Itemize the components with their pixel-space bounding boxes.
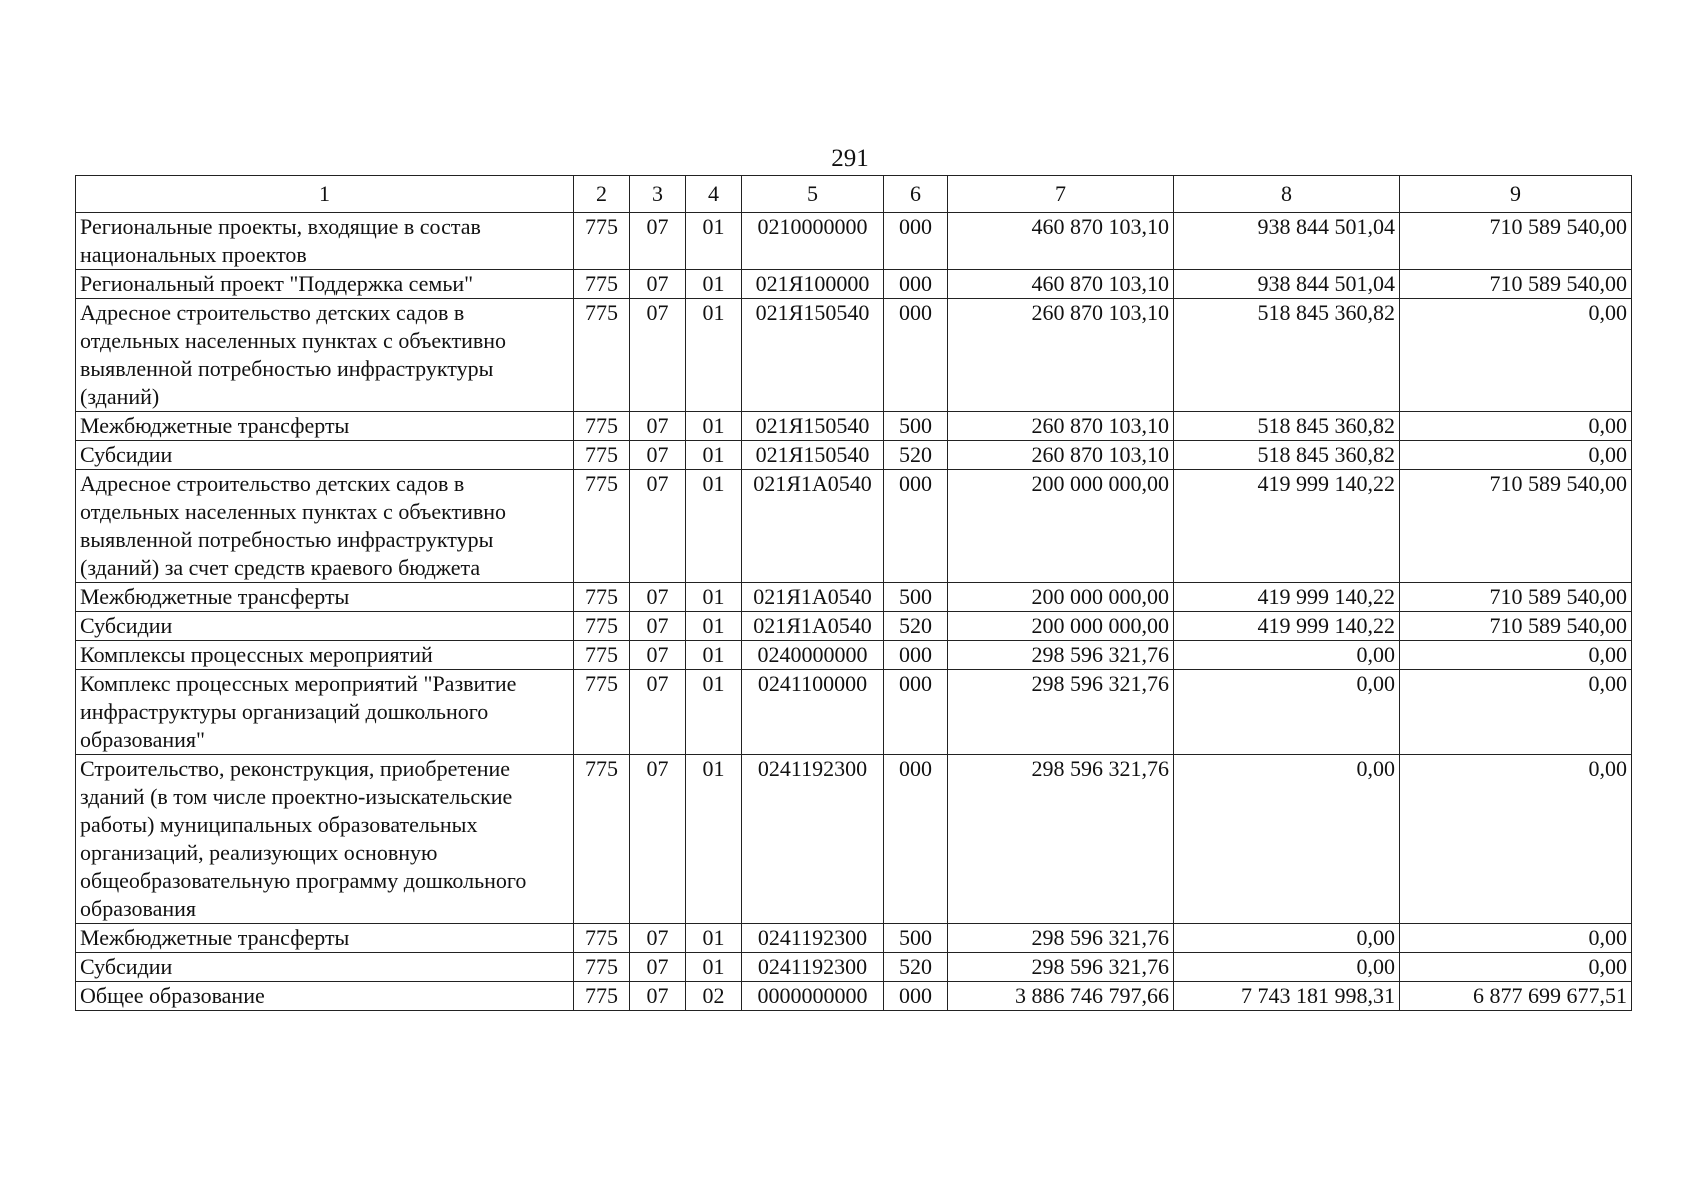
row-target-article: 0241100000 (742, 670, 884, 755)
row-amount-col8: 419 999 140,22 (1174, 583, 1400, 612)
row-section: 07 (630, 441, 686, 470)
row-amount-col7: 200 000 000,00 (948, 612, 1174, 641)
row-amount-col7: 298 596 321,76 (948, 953, 1174, 982)
row-amount-col7: 460 870 103,10 (948, 270, 1174, 299)
row-amount-col7: 298 596 321,76 (948, 670, 1174, 755)
row-subsection: 01 (686, 470, 742, 583)
row-target-article: 021Я1А0540 (742, 583, 884, 612)
row-expense-type: 000 (884, 670, 948, 755)
row-target-article: 021Я150540 (742, 441, 884, 470)
row-amount-col7: 260 870 103,10 (948, 412, 1174, 441)
row-subsection: 01 (686, 612, 742, 641)
table-row (76, 982, 1632, 1011)
table-row (76, 755, 1632, 924)
table-body (76, 213, 1632, 1011)
row-name: Субсидии (76, 441, 574, 470)
row-expense-type: 000 (884, 270, 948, 299)
row-target-article: 0241192300 (742, 924, 884, 953)
row-admin-code: 775 (574, 924, 630, 953)
row-name: Комплексы процессных мероприятий (76, 641, 574, 670)
row-amount-col8: 0,00 (1174, 953, 1400, 982)
row-section: 07 (630, 982, 686, 1011)
row-amount-col7: 3 886 746 797,66 (948, 982, 1174, 1011)
row-amount-col9: 710 589 540,00 (1400, 213, 1632, 270)
row-section: 07 (630, 924, 686, 953)
row-amount-col9: 6 877 699 677,51 (1400, 982, 1632, 1011)
row-expense-type: 000 (884, 641, 948, 670)
row-admin-code: 775 (574, 470, 630, 583)
row-name: Субсидии (76, 953, 574, 982)
row-amount-col7: 460 870 103,10 (948, 213, 1174, 270)
row-name: Комплекс процессных мероприятий "Развитие инфраструктуры организаций дошкольного образования" (76, 670, 574, 755)
row-subsection: 01 (686, 953, 742, 982)
row-admin-code: 775 (574, 441, 630, 470)
row-subsection: 01 (686, 670, 742, 755)
row-target-article: 0240000000 (742, 641, 884, 670)
row-amount-col8: 0,00 (1174, 755, 1400, 924)
row-target-article: 0241192300 (742, 953, 884, 982)
table-row (76, 612, 1632, 641)
row-target-article: 021Я100000 (742, 270, 884, 299)
row-admin-code: 775 (574, 299, 630, 412)
row-amount-col7: 298 596 321,76 (948, 641, 1174, 670)
column-header-2: 2 (574, 176, 630, 213)
row-subsection: 01 (686, 924, 742, 953)
row-admin-code: 775 (574, 982, 630, 1011)
row-name: Межбюджетные трансферты (76, 412, 574, 441)
row-amount-col9: 710 589 540,00 (1400, 612, 1632, 641)
row-amount-col8: 419 999 140,22 (1174, 470, 1400, 583)
row-amount-col9: 710 589 540,00 (1400, 470, 1632, 583)
table-row (76, 270, 1632, 299)
row-amount-col9: 0,00 (1400, 641, 1632, 670)
row-amount-col8: 0,00 (1174, 670, 1400, 755)
row-admin-code: 775 (574, 213, 630, 270)
row-subsection: 01 (686, 270, 742, 299)
row-amount-col7: 298 596 321,76 (948, 924, 1174, 953)
row-expense-type: 520 (884, 612, 948, 641)
row-name: Межбюджетные трансферты (76, 583, 574, 612)
table-row (76, 213, 1632, 270)
row-section: 07 (630, 270, 686, 299)
row-section: 07 (630, 612, 686, 641)
row-admin-code: 775 (574, 953, 630, 982)
row-amount-col9: 0,00 (1400, 755, 1632, 924)
row-expense-type: 000 (884, 299, 948, 412)
row-expense-type: 000 (884, 470, 948, 583)
row-name: Строительство, реконструкция, приобретение зданий (в том числе проектно-изыскательские работы) муниципальных образовательных организаций, реализующих основную общеобразовательную программу дошкольного образования (76, 755, 574, 924)
row-admin-code: 775 (574, 612, 630, 641)
row-section: 07 (630, 412, 686, 441)
table-row (76, 641, 1632, 670)
column-header-4: 4 (686, 176, 742, 213)
row-section: 07 (630, 670, 686, 755)
row-amount-col8: 518 845 360,82 (1174, 412, 1400, 441)
row-amount-col8: 7 743 181 998,31 (1174, 982, 1400, 1011)
column-header-8: 8 (1174, 176, 1400, 213)
row-subsection: 01 (686, 412, 742, 441)
row-target-article: 021Я1А0540 (742, 470, 884, 583)
row-section: 07 (630, 755, 686, 924)
row-amount-col8: 938 844 501,04 (1174, 213, 1400, 270)
row-name: Адресное строительство детских садов в отдельных населенных пунктах с объективно выявленной потребностью инфраструктуры (зданий) (76, 299, 574, 412)
row-name: Региональный проект "Поддержка семьи" (76, 270, 574, 299)
table-row (76, 470, 1632, 583)
row-section: 07 (630, 470, 686, 583)
row-admin-code: 775 (574, 270, 630, 299)
row-subsection: 01 (686, 213, 742, 270)
header-row (76, 176, 1632, 213)
row-name: Общее образование (76, 982, 574, 1011)
row-name: Межбюджетные трансферты (76, 924, 574, 953)
page-number: 291 (831, 145, 869, 172)
row-amount-col7: 298 596 321,76 (948, 755, 1174, 924)
row-amount-col7: 200 000 000,00 (948, 470, 1174, 583)
row-name: Адресное строительство детских садов в отдельных населенных пунктах с объективно выявленной потребностью инфраструктуры (зданий) за счет средств краевого бюджета (76, 470, 574, 583)
table-row (76, 441, 1632, 470)
row-target-article: 021Я150540 (742, 299, 884, 412)
row-target-article: 0210000000 (742, 213, 884, 270)
row-section: 07 (630, 213, 686, 270)
row-subsection: 01 (686, 299, 742, 412)
row-expense-type: 000 (884, 982, 948, 1011)
row-amount-col8: 0,00 (1174, 641, 1400, 670)
row-expense-type: 000 (884, 755, 948, 924)
column-header-5: 5 (742, 176, 884, 213)
row-amount-col8: 518 845 360,82 (1174, 441, 1400, 470)
row-subsection: 01 (686, 641, 742, 670)
row-expense-type: 520 (884, 441, 948, 470)
row-amount-col8: 938 844 501,04 (1174, 270, 1400, 299)
row-amount-col9: 0,00 (1400, 953, 1632, 982)
row-amount-col7: 260 870 103,10 (948, 441, 1174, 470)
row-amount-col8: 518 845 360,82 (1174, 299, 1400, 412)
row-target-article: 021Я1А0540 (742, 612, 884, 641)
row-expense-type: 500 (884, 412, 948, 441)
row-subsection: 01 (686, 441, 742, 470)
row-admin-code: 775 (574, 641, 630, 670)
row-amount-col9: 0,00 (1400, 670, 1632, 755)
table-row (76, 953, 1632, 982)
row-amount-col8: 0,00 (1174, 924, 1400, 953)
row-amount-col9: 710 589 540,00 (1400, 583, 1632, 612)
row-section: 07 (630, 583, 686, 612)
row-amount-col9: 0,00 (1400, 924, 1632, 953)
row-subsection: 01 (686, 755, 742, 924)
row-section: 07 (630, 953, 686, 982)
row-amount-col9: 0,00 (1400, 441, 1632, 470)
row-name: Региональные проекты, входящие в состав национальных проектов (76, 213, 574, 270)
row-target-article: 0000000000 (742, 982, 884, 1011)
row-amount-col7: 200 000 000,00 (948, 583, 1174, 612)
table-row (76, 670, 1632, 755)
table-row (76, 924, 1632, 953)
row-amount-col9: 0,00 (1400, 299, 1632, 412)
row-subsection: 01 (686, 583, 742, 612)
row-section: 07 (630, 299, 686, 412)
row-target-article: 021Я150540 (742, 412, 884, 441)
row-admin-code: 775 (574, 583, 630, 612)
column-header-1: 1 (76, 176, 574, 213)
row-expense-type: 520 (884, 953, 948, 982)
column-header-7: 7 (948, 176, 1174, 213)
column-header-9: 9 (1400, 176, 1632, 213)
row-amount-col8: 419 999 140,22 (1174, 612, 1400, 641)
row-admin-code: 775 (574, 670, 630, 755)
row-section: 07 (630, 641, 686, 670)
table-row (76, 583, 1632, 612)
table-row (76, 299, 1632, 412)
row-target-article: 0241192300 (742, 755, 884, 924)
row-amount-col9: 710 589 540,00 (1400, 270, 1632, 299)
row-expense-type: 000 (884, 213, 948, 270)
row-admin-code: 775 (574, 412, 630, 441)
column-header-6: 6 (884, 176, 948, 213)
column-header-3: 3 (630, 176, 686, 213)
table-row (76, 412, 1632, 441)
row-admin-code: 775 (574, 755, 630, 924)
row-expense-type: 500 (884, 924, 948, 953)
row-name: Субсидии (76, 612, 574, 641)
budget-table (75, 175, 1632, 1011)
row-subsection: 02 (686, 982, 742, 1011)
row-amount-col7: 260 870 103,10 (948, 299, 1174, 412)
row-amount-col9: 0,00 (1400, 412, 1632, 441)
row-expense-type: 500 (884, 583, 948, 612)
